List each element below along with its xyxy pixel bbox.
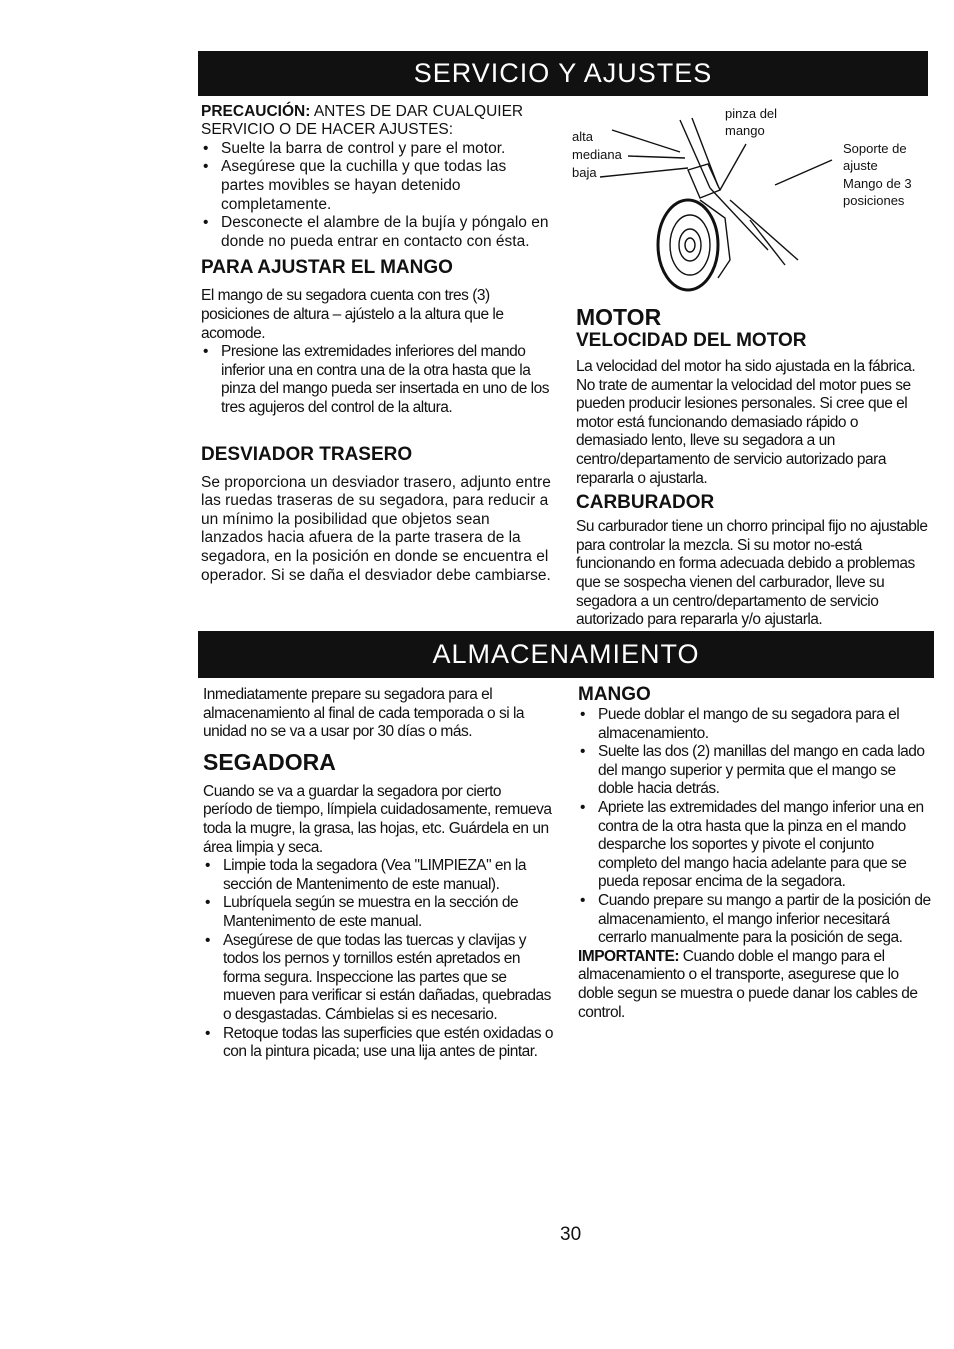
- storage-right-column: [578, 684, 934, 1022]
- storage-handle-item: • Puede doblar el mango de su segadora para el almacenamiento.: [578, 706, 934, 743]
- caution-text: ANTES DE DAR CUALQUIER SERVICIO O DE HACER AJUSTES:: [201, 103, 524, 139]
- service-banner-title: SERVICIO Y AJUSTES: [413, 58, 713, 88]
- handle-adjust-item: • Presione las extremidades inferiores del mando inferior una en contra una de la otra hasta que la pinza del mango pueda ser insertada en uno de los tres agujeros del control de la altura.: [201, 343, 553, 417]
- important-note: [578, 948, 934, 1022]
- caution-label: PRECAUCIÓN:: [201, 103, 311, 120]
- mower-heading: SEGADORA: [203, 748, 336, 775]
- handle-adjust-list: [201, 343, 553, 417]
- mower-item: • Lubríquela según se muestra en la sección de Mantenimento de este manual.: [203, 894, 553, 931]
- service-banner: [198, 51, 928, 96]
- page-number: 30: [560, 1224, 582, 1245]
- handle-adjust-text: El mango de su segadora cuenta con tres (3) posiciones de altura – ajústelo a la altura que le acomode.: [201, 287, 504, 342]
- label-mango-3-posiciones: Mango de 3 posiciones: [843, 176, 912, 208]
- carburetor-text: Su carburador tiene un chorro principal fijo no ajustable para controlar la mezcla. Si su motor no-está funcionando en forma adecuada debido a problemas que se sospecha vienen del carburador, lleve su segadora a un centro/departamento de servicio autorizado para repararla y/o ajustarla.: [576, 518, 928, 629]
- storage-banner: [198, 631, 934, 678]
- mower-list: [203, 857, 553, 1062]
- pinza-pointer-line: [720, 144, 746, 190]
- motor-column: [576, 304, 932, 630]
- alta-pointer-line: [612, 130, 680, 152]
- mower-item: • Retoque todas las superficies que estén oxidadas o con la pintura picada; use una lija antes de pintar.: [203, 1025, 553, 1062]
- baja-pointer-line: [600, 168, 688, 177]
- rear-deflector-text: Se proporciona un desviador trasero, adjunto entre las ruedas traseras de su segadora, para reducir a un mínimo la posibilidad que objetos sean lanzados hacia afuera de la parte trasera de la segadora, en la posición en donde se encuentra el operador. Si se daña el desviador debe cambiarse.: [201, 473, 551, 584]
- rear-deflector-heading: DESVIADOR TRASERO: [201, 443, 413, 465]
- caution-item: • Asegúrese que la cuchilla y que todas las partes movibles se hayan detenido completamente.: [201, 158, 553, 214]
- label-mediana: mediana: [572, 147, 622, 162]
- storage-handle-item: • Apriete las extremidades del mango inferior una en contra de la otra hasta que la pinza en el mando desparche los soportes y pivote el conjunto completo del mango hacia adelante para que se pueda reposar encima de la segadora.: [578, 799, 934, 892]
- storage-handle-item: • Suelte las dos (2) manillas del mango en cada lado del mango superior y permita que el mango se doble hacia detrás.: [578, 743, 934, 799]
- label-alta: alta: [572, 129, 593, 144]
- handle-adjust-heading: PARA AJUSTAR EL MANGO: [201, 257, 453, 279]
- important-text: Cuando doble el mango para el almacenamiento o el transporte, asegurese que lo doble segun se muestra o puede danar los cables de control.: [578, 947, 918, 1021]
- important-label: IMPORTANTE:: [578, 947, 679, 965]
- caution-list: [201, 140, 553, 252]
- mower-text: Cuando se va a guardar la segadora por cierto período de tiempo, límpiela cuidadosamente, remueva toda la mugre, la grasa, las hojas, etc. Guárdela en un área limpia y seca.: [203, 782, 552, 856]
- storage-left-column: [203, 686, 553, 1062]
- engine-speed-heading: VELOCIDAD DEL MOTOR: [576, 330, 807, 351]
- storage-handle-item: • Cuando prepare su mango a partir de la posición de almacenamiento, el mango inferior necesitará cerrarlo manualmente para la posición de sega.: [578, 892, 934, 948]
- caution-item: • Desconecte el alambre de la bujía y póngalo en donde no pueda entrar en contacto con ésta.: [201, 214, 553, 251]
- storage-handle-list: [578, 706, 934, 948]
- label-baja: baja: [572, 165, 597, 180]
- label-soporte-de-ajuste: Soporte de ajuste: [843, 141, 907, 173]
- mediana-pointer-line: [628, 156, 685, 158]
- caution-item: • Suelte la barra de control y pare el motor.: [201, 140, 553, 159]
- engine-speed-text: La velocidad del motor ha sido ajustada en la fábrica. No trate de aumentar la velocidad del motor pues se pueden producir lesiones personales. Si cree que el motor está funcionando demasiado rápido o demasiado lento, lleve su segadora a un centro/departamento de servicio autorizado para repararla o ajustarla.: [576, 358, 916, 487]
- storage-intro: Inmediatamente prepare su segadora para el almacenamiento al final de cada temporada o si la unidad no se va a usar por 30 días o más.: [203, 686, 525, 741]
- service-left-column: [201, 103, 553, 585]
- soporte-pointer-line: [775, 160, 832, 185]
- motor-heading: MOTOR: [576, 304, 662, 330]
- storage-handle-heading: MANGO: [578, 684, 651, 705]
- carburetor-heading: CARBURADOR: [576, 492, 715, 514]
- storage-banner-title: ALMACENAMIENTO: [432, 639, 700, 669]
- handle-height-figure: [560, 100, 940, 300]
- mower-item: • Limpie toda la segadora (Vea "LIMPIEZA" en la sección de Mantenimento de este manual).: [203, 857, 553, 894]
- label-pinza-del-mango: pinza del mango: [725, 106, 778, 138]
- mower-item: • Asegúrese de que todas las tuercas y clavijas y todos los pernos y tornillos estén apretados en forma segura. Inspeccione las partes que se mueven para verificar si están dañadas, quebradas o desgastadas. Cámbielas si es necesario.: [203, 932, 553, 1025]
- caution-paragraph: [201, 103, 553, 140]
